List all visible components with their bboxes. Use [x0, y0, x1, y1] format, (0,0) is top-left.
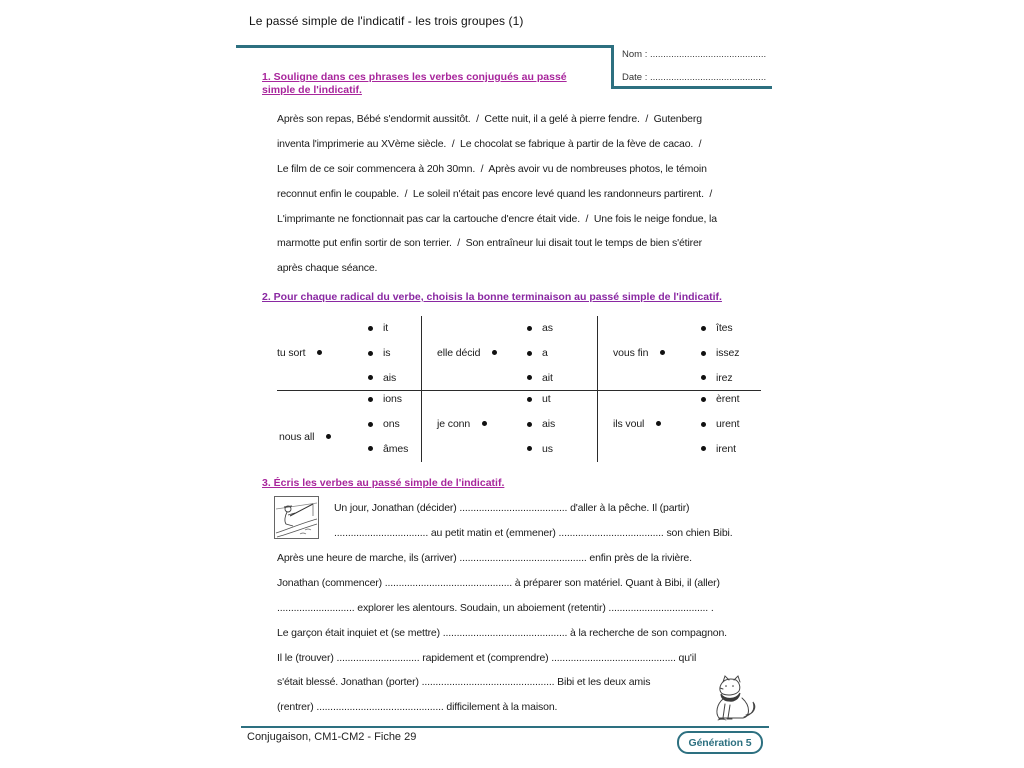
name-field: Nom : ............................................ [622, 49, 767, 60]
option-label: issez [716, 347, 740, 360]
exercise1-line: inventa l'imprimerie au XVème siècle. / Le chocolat se fabrique à partir de la fève de cacao. / [277, 138, 702, 151]
exercise3-line: ............................ explorer les alentours. Soudain, un aboiement (retentir) .................................... . [277, 601, 714, 614]
exercise1-text [277, 107, 717, 281]
option-bullet-icon [368, 326, 373, 331]
ending-options [527, 387, 555, 461]
exercise3-line: Le garçon était inquiet et (se mettre) ............................................. à la recherche de son compagnon. [277, 626, 727, 639]
option-label: ais [383, 371, 397, 384]
exercise3-heading: 3. Écris les verbes au passé simple de l'indicatif. [262, 477, 505, 489]
header-rule [236, 45, 614, 48]
exercise3-line: .................................. au petit matin et (emmener) ...................................... son chien Bibi. [334, 527, 733, 540]
option-bullet-icon [701, 446, 706, 451]
header-rule-bottom [611, 86, 772, 89]
exercise3-line: s'était blessé. Jonathan (porter) ................................................ Bibi et les deux amis [277, 676, 651, 689]
page-title: Le passé simple de l'indicatif - les trois groupes (1) [249, 14, 524, 28]
ending-options [527, 316, 553, 390]
stem-label: je conn [437, 417, 471, 430]
option-label: ut [542, 393, 551, 406]
exercise3-line: Jonathan (commencer) .............................................. à préparer son matériel. Quant à Bibi, il (aller) [277, 577, 720, 590]
verb-stem [277, 346, 322, 359]
option-label: âmes [383, 442, 409, 455]
option-bullet-icon [368, 446, 373, 451]
stem-label: elle décid [437, 346, 481, 359]
option-label: a [542, 347, 548, 360]
option-bullet-icon [701, 422, 706, 427]
exercise2-heading: 2. Pour chaque radical du verbe, choisis la bonne terminaison au passé simple de l'indicatif. [262, 291, 722, 303]
dog-icon [710, 673, 760, 723]
option-bullet-icon [701, 397, 706, 402]
ending-options [368, 316, 396, 390]
exercise1-line: reconnut enfin le coupable. / Le soleil n'était pas encore levé quand les randonneurs partirent. / [277, 187, 713, 200]
option-bullet-icon [701, 326, 706, 331]
stem-label: ils voul [613, 417, 645, 430]
footer-rule [241, 726, 769, 728]
stem-bullet-icon [660, 350, 665, 355]
footer-label: Conjugaison, CM1-CM2 - Fiche 29 [247, 731, 417, 743]
ending-options [368, 387, 408, 461]
fishing-scene-icon [274, 496, 319, 539]
exercise1-line: marmotte put enfin sortir de son terrier. / Son entraîneur lui disait tout le temps de bien s'étirer [277, 237, 703, 250]
option-label: ions [383, 393, 402, 406]
option-bullet-icon [527, 446, 532, 451]
option-label: irent [716, 442, 736, 455]
stem-bullet-icon [656, 421, 661, 426]
option-bullet-icon [368, 397, 373, 402]
exercise1-line: Après son repas, Bébé s'endormit aussitôt. / Cette nuit, il a gelé à pierre fendre. / Gutenberg [277, 113, 702, 126]
option-label: urent [716, 418, 740, 431]
option-bullet-icon [701, 351, 706, 356]
verb-stem [437, 346, 497, 359]
stem-bullet-icon [492, 350, 497, 355]
option-bullet-icon [527, 326, 532, 331]
table-row-divider [277, 390, 761, 391]
option-label: us [542, 442, 553, 455]
exercise1-heading: 1. Souligne dans ces phrases les verbes conjugués au passé simple de l'indicatif. [262, 71, 567, 96]
option-bullet-icon [368, 351, 373, 356]
option-label: ons [383, 418, 400, 431]
exercise1-line: après chaque séance. [277, 262, 378, 275]
option-label: îtes [716, 322, 733, 335]
stem-label: nous all [279, 430, 315, 443]
stem-label: vous fin [613, 346, 649, 359]
date-field: Date : ............................................ [622, 72, 767, 83]
header-rule-vertical [611, 45, 614, 89]
stem-bullet-icon [317, 350, 322, 355]
option-label: is [383, 347, 391, 360]
exercise3-line: Après une heure de marche, ils (arriver) .............................................. enfin près de la rivière. [277, 552, 692, 565]
option-bullet-icon [527, 351, 532, 356]
verb-stem [613, 417, 661, 430]
option-label: irez [716, 371, 733, 384]
option-bullet-icon [368, 422, 373, 427]
exercise3-text [277, 546, 727, 720]
exercise3-text-indented [334, 496, 733, 546]
option-label: as [542, 322, 553, 335]
exercise3-line: (rentrer) .............................................. difficilement à la maison. [277, 701, 558, 714]
option-label: èrent [716, 393, 740, 406]
option-label: ais [542, 418, 556, 431]
stem-bullet-icon [482, 421, 487, 426]
generation5-badge: Génération 5 [677, 731, 763, 754]
option-bullet-icon [527, 375, 532, 380]
option-bullet-icon [527, 422, 532, 427]
option-bullet-icon [527, 397, 532, 402]
stem-label: tu sort [277, 346, 306, 359]
exercise1-line: Le film de ce soir commencera à 20h 30mn. / Après avoir vu de nombreuses photos, le témoin [277, 162, 707, 175]
option-label: it [383, 322, 389, 335]
ending-options [701, 387, 739, 461]
option-label: ait [542, 371, 553, 384]
exercise1-line: L'imprimante ne fonctionnait pas car la cartouche d'encre était vide. / Une fois le neige fondue, la [277, 212, 717, 225]
ending-options [701, 316, 739, 390]
verb-stem [437, 417, 487, 430]
verb-stem [279, 430, 331, 443]
verb-stem [613, 346, 665, 359]
option-bullet-icon [368, 375, 373, 380]
option-bullet-icon [701, 375, 706, 380]
table-column-divider [597, 316, 598, 462]
exercise3-line: Il le (trouver) .............................. rapidement et (comprendre) ............................................. qu'il [277, 651, 697, 664]
stem-bullet-icon [326, 434, 331, 439]
table-column-divider [421, 316, 422, 462]
exercise3-line: Un jour, Jonathan (décider) ....................................... d'aller à la pêche. Il (partir) [334, 502, 690, 515]
